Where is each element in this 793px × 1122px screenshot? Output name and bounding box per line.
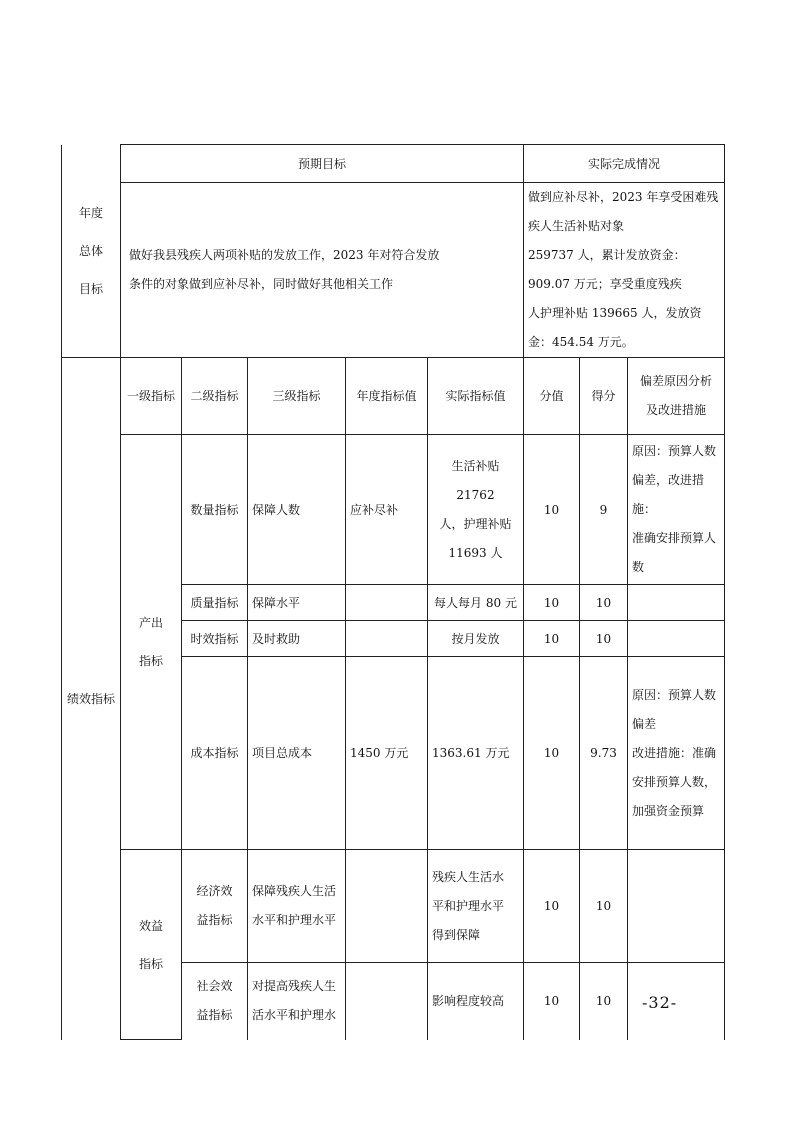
target-cell: 应补尽补 [346, 435, 428, 585]
level3-cell: 及时救助 [248, 621, 346, 657]
expected-goal-line: 条件的对象做到应补尽补，同时做好其他相关工作 [129, 277, 394, 291]
actual-line: 平和护理水平 [432, 898, 505, 913]
actual-line: 生活补贴 21762 [451, 458, 500, 502]
reason-line: 原因：预算人数 [632, 444, 717, 458]
level3-cell [248, 963, 346, 1040]
actual-line: 人，护理补贴 [439, 516, 512, 531]
expected-goal-header: 预期目标 [121, 145, 524, 183]
header-level2: 二级指标 [182, 358, 248, 435]
page-number: -32- [642, 993, 678, 1012]
reason-line: 数 [632, 560, 645, 574]
header-deviation [628, 358, 725, 435]
points-cell: 10 [524, 585, 580, 621]
reason-line: 偏差，改进措施： [632, 473, 705, 516]
actual-completion-line: 做到应补尽补，2023 年享受困难残疾人生活补贴对象 [528, 190, 719, 233]
header-level1: 一级指标 [121, 358, 182, 435]
score-cell: 10 [580, 963, 628, 1040]
output-indicator-label-line: 产出 [138, 616, 163, 630]
target-cell [346, 585, 428, 621]
header-actual-value: 实际指标值 [428, 358, 524, 435]
actual-completion-text [524, 183, 725, 358]
actual-completion-line: 259737 人，累计发放资金：909.07 万元；享受重度残疾 [528, 248, 686, 291]
actual-cell [428, 850, 524, 963]
reason-line: 准确安排预算人 [632, 531, 717, 545]
header-level3: 三级指标 [248, 358, 346, 435]
header-points: 分值 [524, 358, 580, 435]
header-score: 得分 [580, 358, 628, 435]
actual-cell: 每人每月 80 元 [428, 585, 524, 621]
level2-cell: 数量指标 [182, 435, 248, 585]
actual-cell: 影响程度较高 [428, 963, 524, 1040]
benefit-indicator-label-line: 指标 [138, 956, 163, 971]
level3-line: 水平和护理水平 [252, 913, 337, 927]
actual-cell: 按月发放 [428, 621, 524, 657]
reason-cell [628, 585, 725, 621]
performance-table [61, 144, 725, 1040]
reason-line: 安排预算人数， [632, 774, 717, 789]
actual-line: 得到保障 [432, 927, 481, 942]
actual-completion-line: 人护理补贴 139665 人，发放资金：454.54 万元。 [528, 306, 702, 349]
level3-line: 对提高残疾人生 [252, 979, 337, 994]
level2-cell: 成本指标 [182, 657, 248, 850]
reason-line: 偏差 [632, 716, 657, 731]
target-cell [346, 850, 428, 963]
score-cell: 10 [580, 621, 628, 657]
expected-goal-line: 做好我县残疾人两项补贴的发放工作，2023 年对符合发放 [129, 248, 440, 262]
output-indicator-label [121, 435, 182, 850]
level2-cell: 质量指标 [182, 585, 248, 621]
reason-cell [628, 621, 725, 657]
level2-cell [182, 963, 248, 1040]
actual-line: 残疾人生活水 [432, 869, 505, 884]
target-cell [346, 963, 428, 1040]
annual-goal-label-line: 总体 [78, 243, 103, 258]
score-cell: 10 [580, 850, 628, 963]
reason-cell [628, 657, 725, 850]
level3-line: 活水平和护理水 [252, 1008, 337, 1023]
points-cell: 10 [524, 657, 580, 850]
level3-cell: 保障人数 [248, 435, 346, 585]
level2-cell: 时效指标 [182, 621, 248, 657]
output-indicator-label-line: 指标 [138, 654, 163, 668]
level3-cell: 保障水平 [248, 585, 346, 621]
points-cell: 10 [524, 850, 580, 963]
level3-cell: 项目总成本 [248, 657, 346, 850]
level2-cell [182, 850, 248, 963]
reason-cell [628, 850, 725, 963]
score-cell: 9 [580, 435, 628, 585]
level3-cell [248, 850, 346, 963]
level2-line: 益指标 [196, 1008, 233, 1023]
level2-line: 经济效 [196, 884, 233, 898]
reason-cell [628, 435, 725, 585]
header-annual-target: 年度指标值 [346, 358, 428, 435]
annual-goal-label-line: 目标 [78, 281, 103, 296]
level2-line: 益指标 [196, 913, 233, 927]
actual-completion-header: 实际完成情况 [524, 145, 725, 183]
level3-line: 保障残疾人生活 [252, 884, 337, 898]
target-cell [346, 621, 428, 657]
target-cell: 1450 万元 [346, 657, 428, 850]
reason-line: 加强资金预算 [632, 803, 705, 818]
benefit-indicator-label [121, 850, 182, 1040]
benefit-indicator-label-line: 效益 [138, 918, 163, 933]
reason-line: 原因：预算人数 [632, 687, 717, 702]
points-cell: 10 [524, 621, 580, 657]
score-cell: 10 [580, 585, 628, 621]
score-cell: 9.73 [580, 657, 628, 850]
header-deviation-line: 及改进措施 [645, 403, 706, 417]
annual-goal-label [62, 145, 121, 358]
points-cell: 10 [524, 963, 580, 1040]
performance-indicator-label: 绩效指标 [62, 358, 121, 1040]
reason-line: 改进措施：准确 [632, 745, 717, 760]
actual-cell [428, 435, 524, 585]
actual-cell: 1363.61 万元 [428, 657, 524, 850]
level2-line: 社会效 [196, 979, 233, 994]
actual-line: 11693 人 [448, 545, 503, 560]
expected-goal-text [121, 183, 524, 358]
points-cell: 10 [524, 435, 580, 585]
header-deviation-line: 偏差原因分析 [639, 374, 712, 388]
annual-goal-label-line: 年度 [78, 205, 103, 220]
